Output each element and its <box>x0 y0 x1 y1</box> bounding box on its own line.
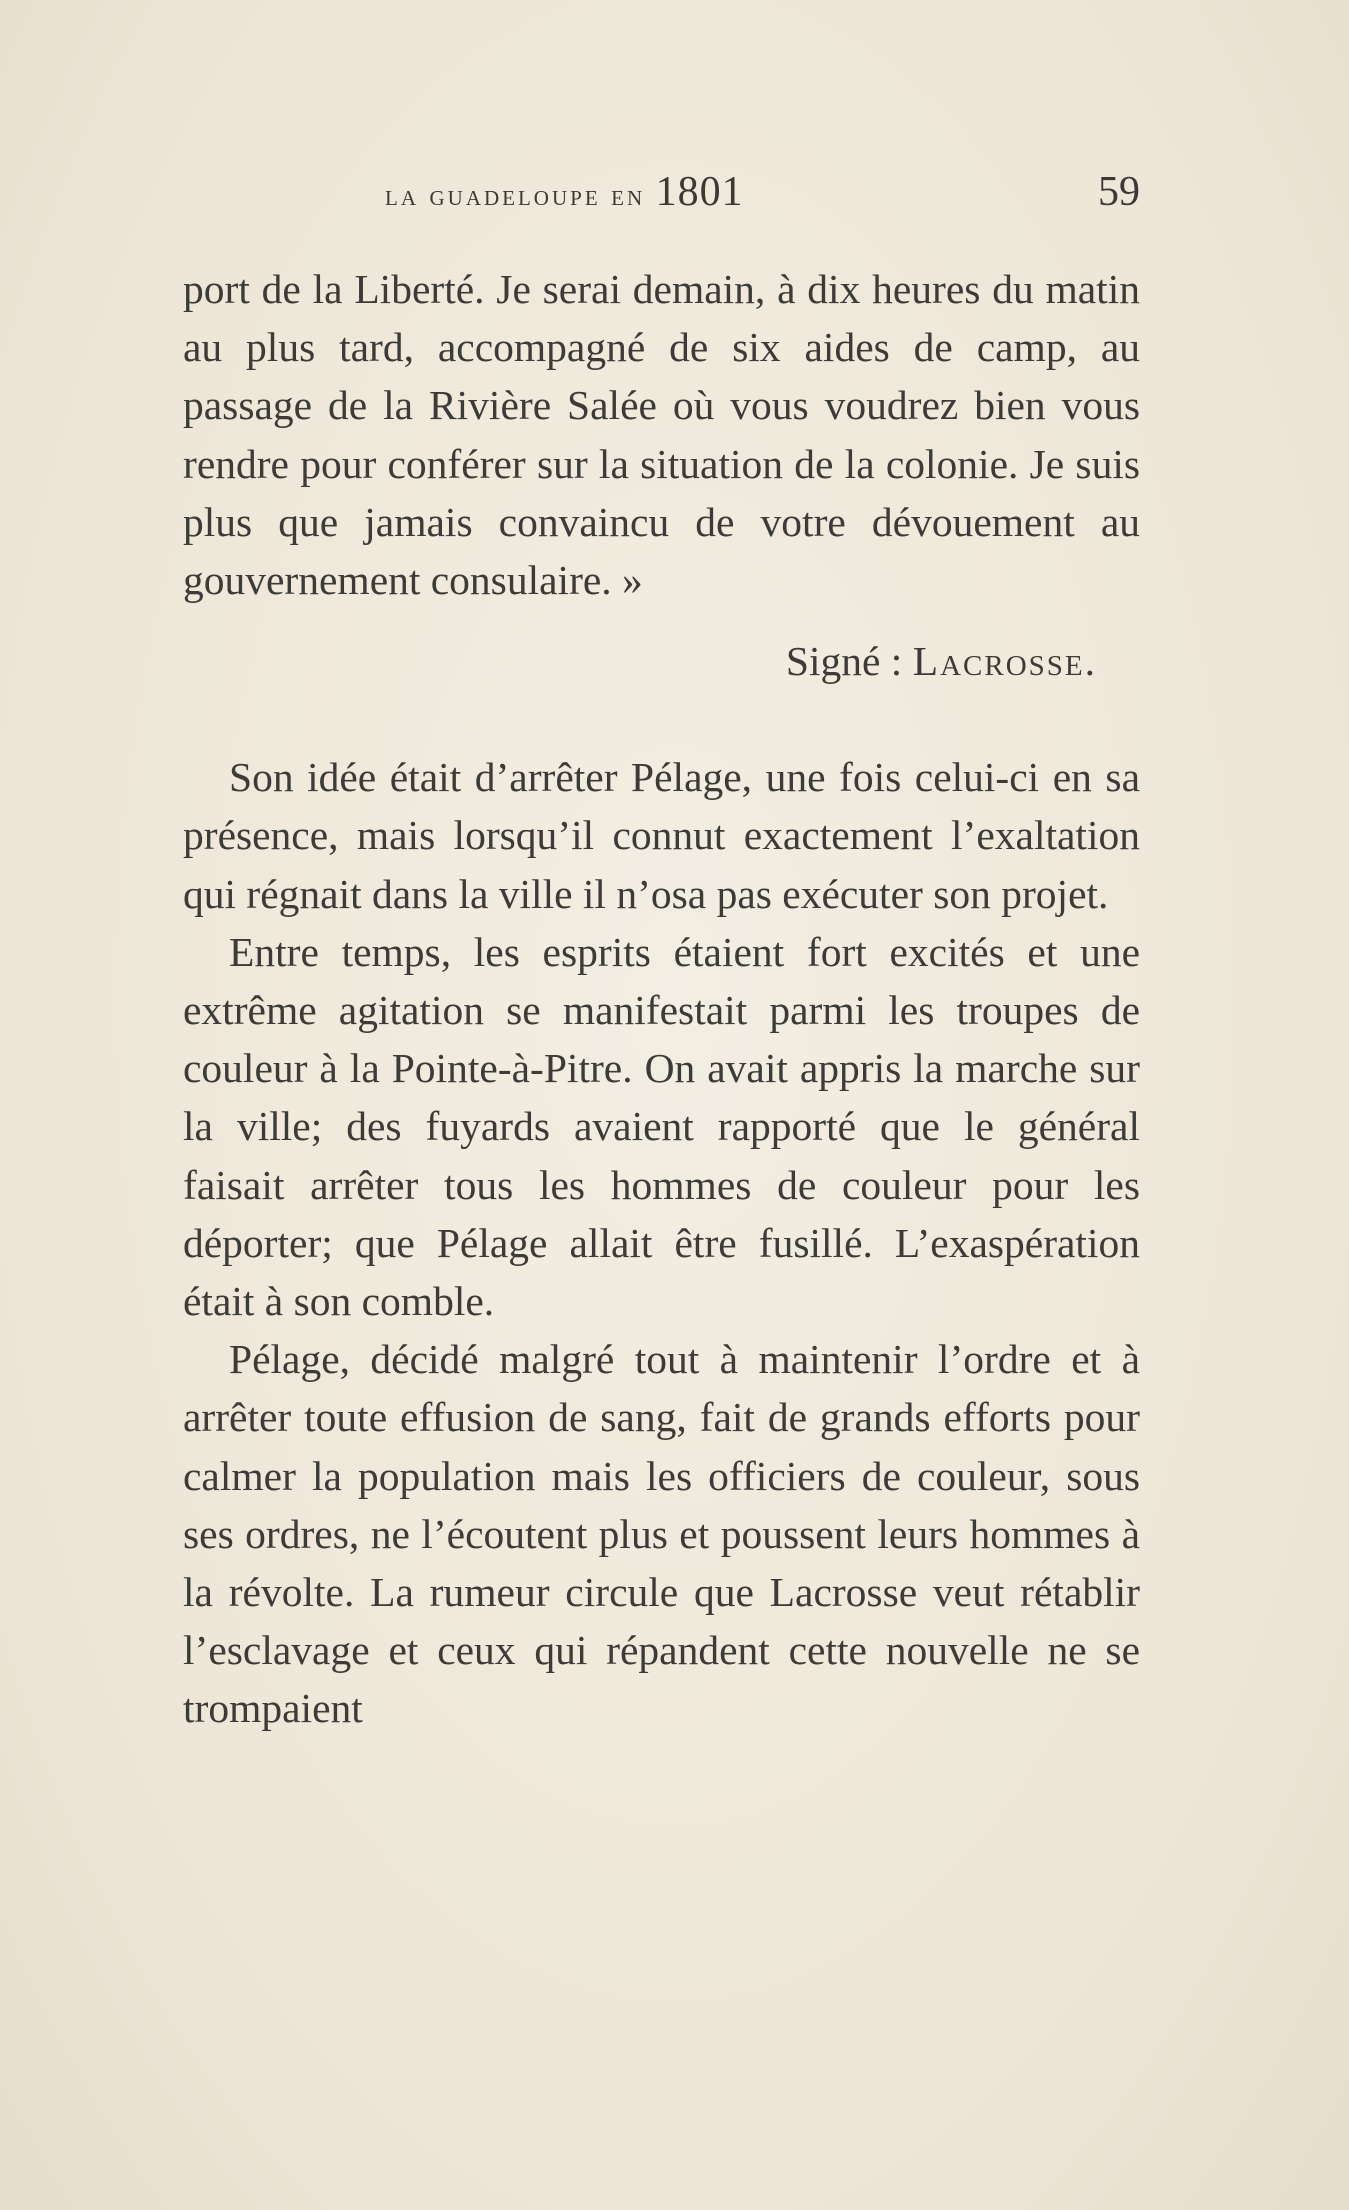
page-number: 59 <box>1098 169 1140 215</box>
running-head-title: la guadeloupe en <box>385 179 646 212</box>
paragraph: Son idée était d’arrêter Pélage, une fois celui-ci en sa présence, mais lorsqu’il connut exactement l’exaltation qui régnait dans la ville il n’osa pas exécuter son projet. <box>183 754 1140 917</box>
paragraph-continued: port de la Liberté. Je serai demain, à dix heures du matin au plus tard, accompagné de six aides de camp, au passage de la Rivière Salée où vous voudrez bien vous rendre pour conférer sur la situation de la colonie. Je suis plus que jamais convaincu de votre dévouement au gouvernement consulaire. » <box>183 266 1140 604</box>
running-head <box>385 168 744 216</box>
signature-name: Lacrosse. <box>912 638 1097 685</box>
page-body <box>183 260 1140 1738</box>
running-head-year: 1801 <box>655 169 744 215</box>
section-gap <box>183 690 1140 748</box>
paragraph: Pélage, décidé malgré tout à maintenir l’ordre et à arrêter toute effusion de sang, fait de grands efforts pour calmer la population mais les officiers de couleur, sous ses ordres, ne l’écoutent plus et poussent leurs hommes à la révolte. La rumeur circule que Lacrosse veut rétablir l’esclavage et ceux qui répandent cette nouvelle ne se trompaient <box>183 1336 1140 1732</box>
signature-line <box>183 632 1140 690</box>
page-header <box>185 168 1140 218</box>
signature-prefix: Signé : <box>785 638 913 685</box>
paragraph: Entre temps, les esprits étaient fort excités et une extrême agitation se manifestait parmi les troupes de couleur à la Pointe-à-Pitre. On avait appris la marche sur la ville; des fuyards avaient rapporté que le général faisait arrêter tous les hommes de couleur pour les déporter; que Pélage allait être fusillé. L’exaspération était à son comble. <box>183 928 1140 1325</box>
